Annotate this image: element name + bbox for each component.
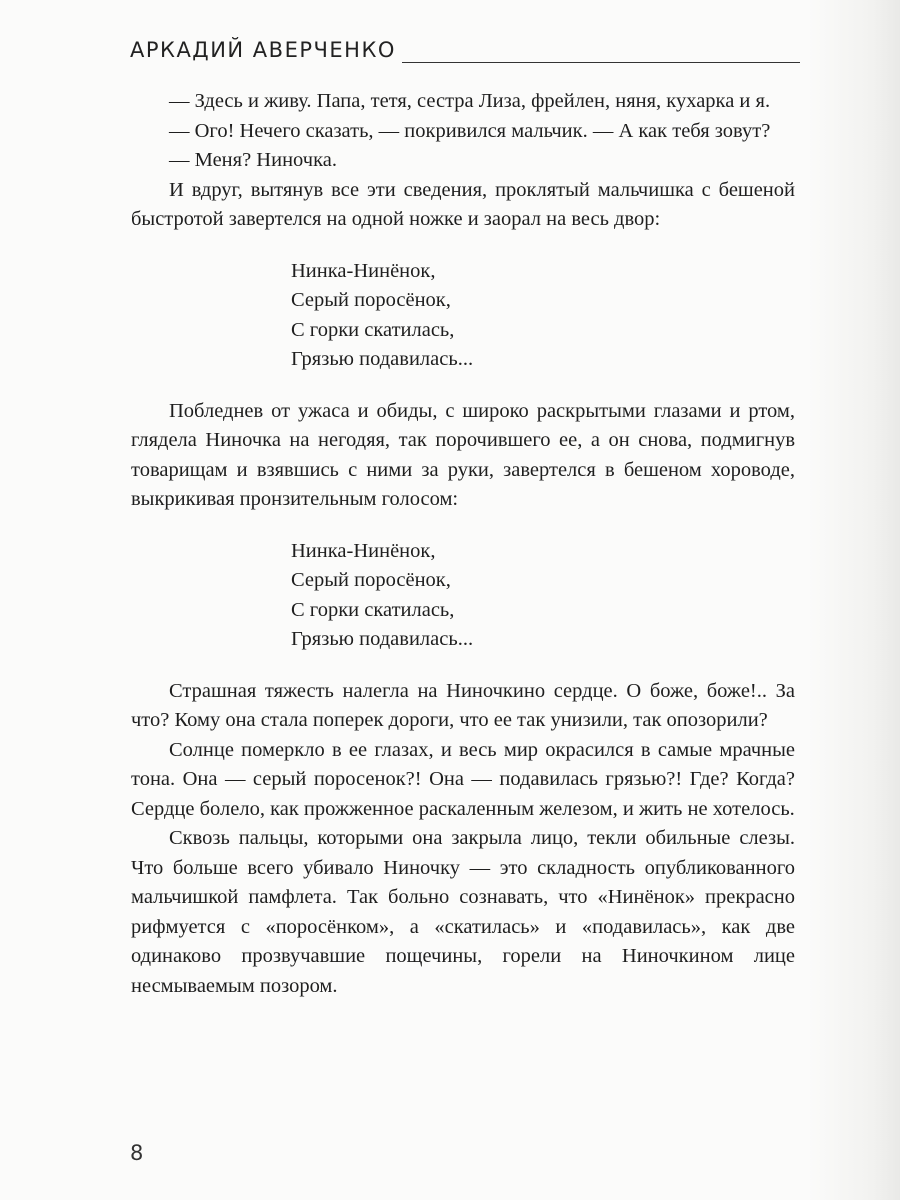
paragraph: И вдруг, вытянув все эти сведения, проклятый мальчишка с бешеной быстротой завертелся на одной ножке и заорал на весь двор:: [131, 178, 795, 230]
poem-line: Грязью подавилась...: [291, 628, 474, 650]
poem-line: С горки скатилась,: [291, 598, 455, 621]
page-number: 8: [130, 1141, 144, 1165]
poem-line: Нинка-Нинёнок,: [291, 539, 436, 562]
paragraph: — Ого! Нечего сказать, — покривился мальчик. — А как тебя зовут?: [169, 119, 771, 142]
page-edge-shadow: [808, 0, 900, 1200]
poem-line: Серый поросёнок,: [291, 289, 451, 311]
paragraph: — Меня? Ниночка.: [169, 149, 337, 171]
poem-line: Серый поросёнок,: [291, 569, 451, 591]
poem-line: Нинка-Нинёнок,: [291, 259, 436, 282]
poem-line: С горки скатилась,: [291, 318, 455, 341]
poem-line: Грязью подавилась...: [291, 348, 474, 370]
poem-verse: [291, 257, 795, 375]
paragraph: — Здесь и живу. Папа, тетя, сестра Лиза, фрейлен, няня, кухарка и я.: [169, 90, 771, 112]
running-header: [130, 38, 800, 72]
header-rule: [402, 62, 800, 63]
paragraph: Страшная тяжесть налегла на Ниночкино сердце. О боже, боже!.. За что? Кому она стала поперек дороги, что ее так унизили, так опозорили?: [131, 679, 795, 731]
paragraph: Сквозь пальцы, которыми она закрыла лицо, текли обильные слезы. Что больше всего убивало Ниночку — это складность опубликованного мальчишкой памфлета. Так больно сознавать, что «Нинёнок» прекрасно рифмуется с «поросёнком», а «скатилась» и «подавилась», как две одинаково прозвучавшие пощечины, горели на Ниночкином лице несмываемым позором.: [131, 827, 795, 997]
poem-verse: [291, 537, 795, 655]
paragraph: Побледнев от ужаса и обиды, с широко раскрытыми глазами и ртом, глядела Ниночка на негодяя, так порочившего ее, а он снова, подмигнув товарищам и взявшись с ними за руки, завертелся в бешеном хороводе, выкрикивая пронзительным голосом:: [131, 399, 795, 510]
author-name: АРКАДИЙ АВЕРЧЕНКО: [130, 38, 396, 62]
body-text: [131, 87, 795, 1001]
paragraph: Солнце померкло в ее глазах, и весь мир окрасился в самые мрачные тона. Она — серый поросенок?! Она — подавилась грязью?! Где? Когда? Сердце болело, как прожженное раскаленным железом, и жить не хотелось.: [131, 738, 795, 820]
